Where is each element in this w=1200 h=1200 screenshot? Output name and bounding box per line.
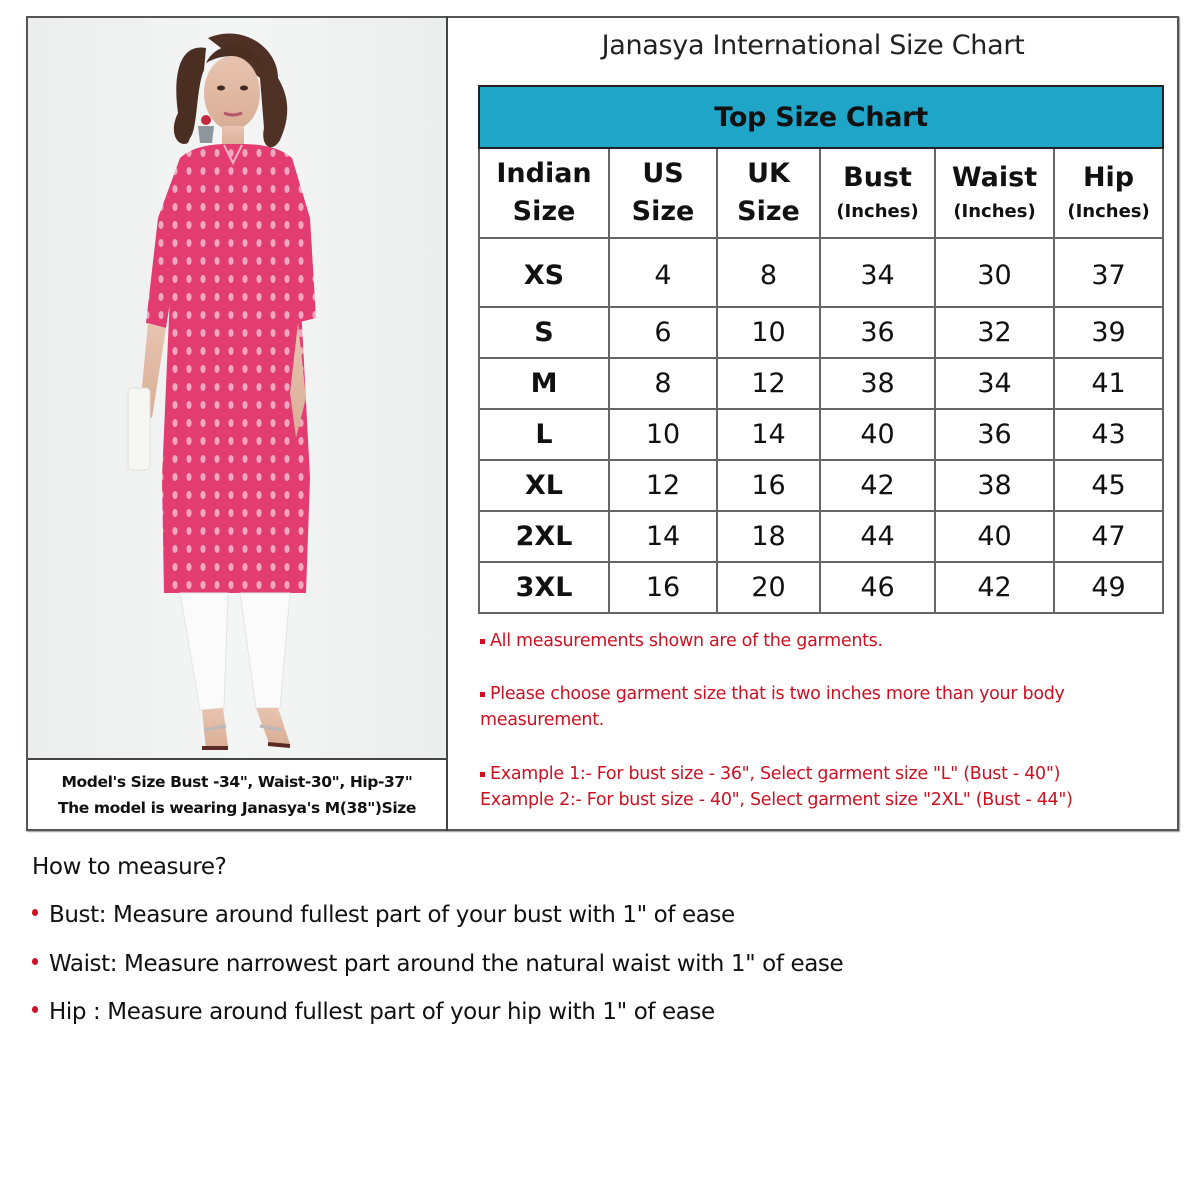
- cell-uk-size: 12: [717, 358, 820, 409]
- bullet-icon: [480, 692, 485, 697]
- bullet-icon: [480, 772, 485, 777]
- cell-waist: 40: [935, 511, 1054, 562]
- table-row: [479, 409, 1163, 460]
- size-table: [478, 85, 1164, 614]
- model-photo: [28, 18, 446, 758]
- table-row: [479, 562, 1163, 613]
- col-header-uk-size: UK Size: [717, 148, 820, 238]
- bullet-icon: [32, 1006, 38, 1013]
- cell-waist: 42: [935, 562, 1054, 613]
- measure-item-waist: Waist: Measure narrowest part around the natural waist with 1" of ease: [32, 951, 843, 977]
- bullet-icon: [32, 958, 38, 965]
- table-row: [479, 460, 1163, 511]
- caption-divider: [28, 758, 446, 760]
- cell-indian-size: S: [479, 307, 609, 358]
- table-header-row: [479, 148, 1163, 238]
- model-photo-illustration: [28, 18, 446, 758]
- cell-waist: 34: [935, 358, 1054, 409]
- cell-indian-size: XL: [479, 460, 609, 511]
- model-wearing-size: The model is wearing Janasya's M(38")Size: [57, 799, 417, 817]
- cell-indian-size: L: [479, 409, 609, 460]
- cell-us-size: 16: [609, 562, 717, 613]
- cell-uk-size: 16: [717, 460, 820, 511]
- cell-waist: 38: [935, 460, 1054, 511]
- cell-hip: 41: [1054, 358, 1163, 409]
- col-header-hip: Hip (Inches): [1054, 148, 1163, 238]
- cell-waist: 36: [935, 409, 1054, 460]
- cell-uk-size: 10: [717, 307, 820, 358]
- cell-uk-size: 20: [717, 562, 820, 613]
- note-choose-size-cont: measurement.: [480, 710, 605, 730]
- note-choose-size: Please choose garment size that is two inches more than your body: [480, 681, 1065, 707]
- cell-us-size: 12: [609, 460, 717, 511]
- col-header-us-size: US Size: [609, 148, 717, 238]
- cell-hip: 43: [1054, 409, 1163, 460]
- cell-us-size: 6: [609, 307, 717, 358]
- model-measurements: Model's Size Bust -34", Waist-30", Hip-37": [61, 773, 413, 791]
- cell-bust: 40: [820, 409, 935, 460]
- cell-us-size: 4: [609, 238, 717, 307]
- bullet-icon: [480, 639, 485, 644]
- note-measurements: All measurements shown are of the garments.: [480, 628, 883, 654]
- measure-item-bust: Bust: Measure around fullest part of your bust with 1" of ease: [32, 902, 735, 928]
- col-header-waist: Waist (Inches): [935, 148, 1054, 238]
- cell-us-size: 14: [609, 511, 717, 562]
- note-example-1: Example 1:- For bust size - 36", Select garment size "L" (Bust - 40"): [480, 761, 1060, 787]
- cell-bust: 36: [820, 307, 935, 358]
- table-row: [479, 307, 1163, 358]
- cell-hip: 45: [1054, 460, 1163, 511]
- cell-indian-size: 3XL: [479, 562, 609, 613]
- bullet-icon: [32, 909, 38, 916]
- cell-waist: 32: [935, 307, 1054, 358]
- cell-hip: 37: [1054, 238, 1163, 307]
- model-size-caption: [28, 762, 446, 828]
- cell-hip: 39: [1054, 307, 1163, 358]
- how-to-measure-title: How to measure?: [32, 854, 227, 880]
- table-row: [479, 238, 1163, 307]
- cell-waist: 30: [935, 238, 1054, 307]
- cell-hip: 49: [1054, 562, 1163, 613]
- cell-hip: 47: [1054, 511, 1163, 562]
- cell-uk-size: 8: [717, 238, 820, 307]
- table-band-title: Top Size Chart: [479, 86, 1163, 148]
- cell-bust: 44: [820, 511, 935, 562]
- col-header-indian-size: Indian Size: [479, 148, 609, 238]
- cell-bust: 34: [820, 238, 935, 307]
- cell-uk-size: 14: [717, 409, 820, 460]
- panel-divider: [446, 16, 448, 831]
- measure-item-hip: Hip : Measure around fullest part of your hip with 1" of ease: [32, 999, 715, 1025]
- cell-us-size: 8: [609, 358, 717, 409]
- cell-us-size: 10: [609, 409, 717, 460]
- cell-bust: 42: [820, 460, 935, 511]
- cell-indian-size: XS: [479, 238, 609, 307]
- note-example-2: Example 2:- For bust size - 40", Select garment size "2XL" (Bust - 44"): [480, 790, 1073, 810]
- cell-bust: 46: [820, 562, 935, 613]
- cell-indian-size: 2XL: [479, 511, 609, 562]
- chart-title: Janasya International Size Chart: [601, 30, 1025, 61]
- col-header-bust: Bust (Inches): [820, 148, 935, 238]
- table-row: [479, 358, 1163, 409]
- cell-bust: 38: [820, 358, 935, 409]
- table-row: [479, 511, 1163, 562]
- cell-indian-size: M: [479, 358, 609, 409]
- cell-uk-size: 18: [717, 511, 820, 562]
